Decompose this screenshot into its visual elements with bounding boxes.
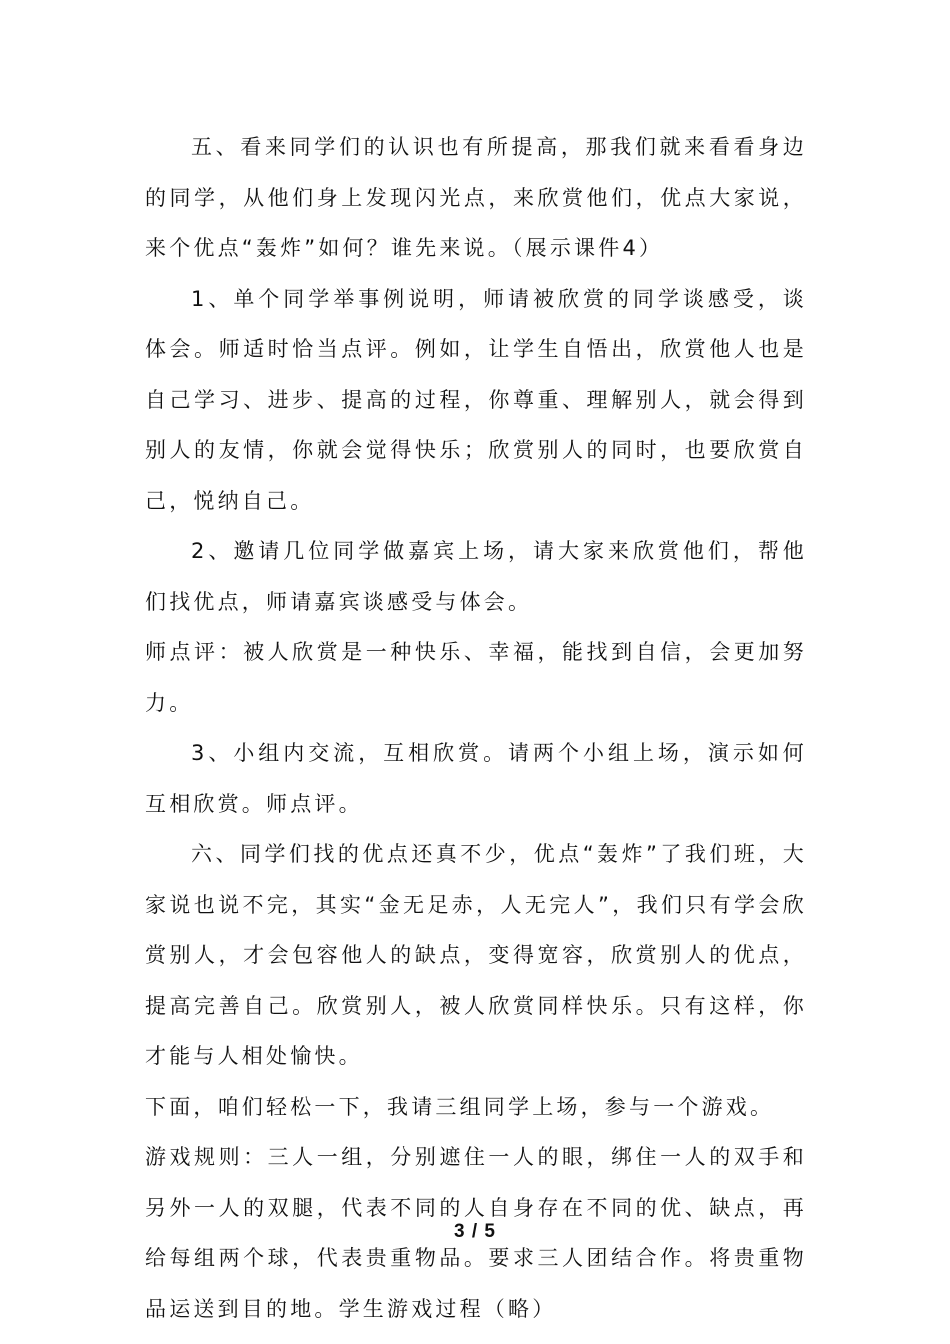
paragraph-teacher-comment: 师点评：被人欣赏是一种快乐、幸福，能找到自信，会更加努力。: [145, 640, 807, 715]
paragraph-item-1: 1、单个同学举事例说明，师请被欣赏的同学谈感受，谈体会。师适时恰当点评。例如，让学生自悟出，欣赏他人也是自己学习、进步、提高的过程，你尊重、理解别人，就会得到别人的友情，你就会觉得快乐；欣赏别人的同时，也要欣赏自己，悦纳自己。: [145, 286, 807, 513]
paragraph-6-intro: 六、同学们找的优点还真不少，优点“轰炸”了我们班，大家说也说不完，其实“金无足赤，人无完人”，我们只有学会欣赏别人，才会包容他人的缺点，变得宽容，欣赏别人的优点，提高完善自己。欣赏别人，被人欣赏同样快乐。只有这样，你才能与人相处愉快。: [145, 842, 807, 1068]
paragraph-item-2: 2、邀请几位同学做嘉宾上场，请大家来欣赏他们，帮他们找优点，师请嘉宾谈感受与体会。: [145, 539, 807, 614]
paragraph-game-intro: 下面，咱们轻松一下，我请三组同学上场，参与一个游戏。: [145, 1094, 775, 1119]
paragraph-5-intro: 五、看来同学们的认识也有所提高，那我们就来看看身边的同学，从他们身上发现闪光点，来欣赏他们，优点大家说，来个优点“轰炸”如何？谁先来说。（展示课件4）: [145, 135, 807, 260]
paragraph-item-3: 3、小组内交流，互相欣赏。请两个小组上场，演示如何互相欣赏。师点评。: [145, 741, 807, 816]
page-number: 3 / 5: [454, 1221, 496, 1242]
document-body: [145, 122, 807, 1334]
paragraph-game-rules: 游戏规则：三人一组，分别遮住一人的眼，绑住一人的双手和另外一人的双腿，代表不同的人自身存在不同的优、缺点，再给每组两个球，代表贵重物品。要求三人团结合作。将贵重物品运送到目的地。学生游戏过程（略）: [145, 1145, 807, 1321]
